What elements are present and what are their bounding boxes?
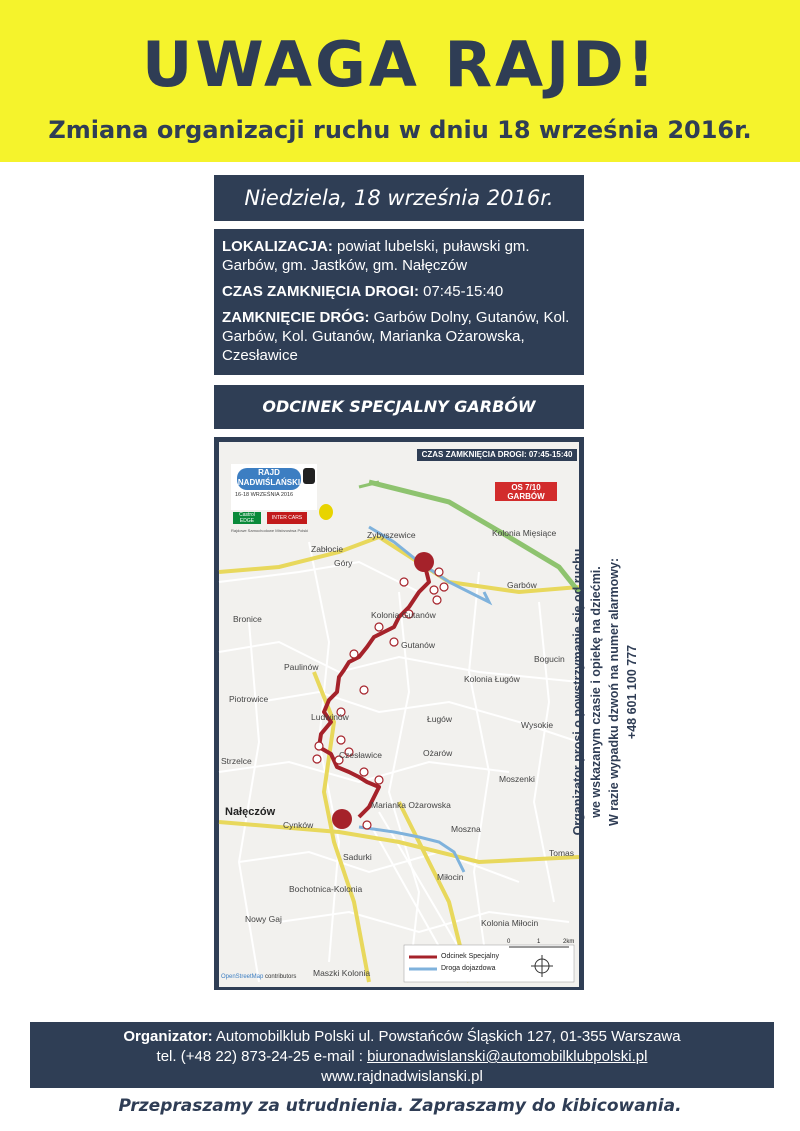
place-label: Bogucin [534, 654, 565, 664]
place-label: Maszki Kolonia [313, 968, 371, 978]
place-labels [219, 442, 579, 987]
stage-name: GARBÓW [507, 492, 545, 501]
place-label: Miłocin [437, 872, 464, 882]
place-label: Ożarów [423, 748, 453, 758]
side-note [571, 522, 662, 862]
place-label: Kolonia Miłocin [481, 918, 539, 928]
map-closure-header: CZAS ZAMKNIĘCIA DROGI: 07:45-15:40 [417, 449, 577, 461]
legend-special-stage: Odcinek Specjalny [441, 953, 499, 960]
place-label: Zabłocie [311, 544, 344, 554]
place-label: Kolonia Ługów [464, 674, 520, 684]
organizer-address: Automobilklub Polski ul. Powstańców Śląskich 127, 01-355 Warszawa [212, 1028, 681, 1045]
place-label: Góry [334, 558, 353, 568]
stage-number: OS 7/10 [511, 483, 541, 492]
scale-label-0: 0 [507, 939, 511, 945]
place-label: Garbów [507, 580, 537, 590]
page-title: UWAGA RAJD! [142, 28, 658, 101]
place-label: Wysokie [521, 720, 554, 730]
roads-label: ZAMKNIĘCIE DRÓG: [222, 309, 370, 326]
sponsor-castrol: Castrol EDGE [233, 512, 261, 524]
place-label: Moszna [451, 824, 481, 834]
place-label: Kolonia Mięsiące [492, 528, 557, 538]
location-info [222, 237, 576, 275]
sponsor-intercars: INTER CARS [267, 512, 307, 524]
legend-access-road: Droga dojazdowa [441, 965, 496, 972]
time-label: CZAS ZAMKNIĘCIA DROGI: [222, 283, 419, 300]
info-box [214, 229, 584, 375]
organizer-line [30, 1027, 774, 1047]
place-label: Nowy Gaj [245, 914, 282, 924]
scale-label-1: 1 [537, 939, 541, 945]
logo-line1: RAJD [258, 468, 280, 477]
organizer-box [30, 1022, 774, 1088]
time-value: 07:45-15:40 [418, 283, 504, 300]
date-box: Niedziela, 18 września 2016r. [214, 175, 584, 221]
side-note-line2: we wskazanym czasie i opiekę na dziećmi. [589, 566, 603, 818]
organizer-website-link[interactable]: www.rajdnadwislanski.pl [321, 1068, 483, 1085]
location-label: LOKALIZACJA: [222, 238, 333, 255]
section-title: ODCINEK SPECJALNY GARBÓW [214, 385, 584, 429]
place-label: Tomas [549, 848, 575, 858]
footer-message: Przepraszamy za utrudnienia. Zapraszamy do kibicowania. [118, 1096, 682, 1116]
place-label: Paulinów [284, 662, 319, 672]
sponsor-caption: Rajdowe Samochodowe Mistrzostwa Polski [231, 528, 309, 533]
place-label: Cynków [283, 820, 314, 830]
organizer-email-link[interactable]: biuronadwislanski@automobilklubpolski.pl [367, 1048, 648, 1065]
organizer-label: Organizator: [123, 1028, 213, 1045]
place-label: Bochotnica-Kolonia [289, 884, 363, 894]
side-note-line3: W razie wypadku dzwoń na numer alarmowy: [607, 557, 621, 827]
contact-line [30, 1047, 774, 1067]
time-info [222, 282, 576, 301]
place-label: Piotrowice [229, 694, 269, 704]
place-label: Moszenki [499, 774, 535, 784]
attribution-text: contributors [263, 974, 297, 980]
roads-info [222, 308, 576, 365]
place-label: Zybyszewice [367, 530, 416, 540]
route-map [219, 442, 579, 987]
place-label: Nałęczów [225, 806, 276, 818]
page-subtitle: Zmiana organizacji ruchu w dniu 18 września 2016r. [48, 116, 752, 144]
place-label: Gutanów [401, 640, 436, 650]
osm-link[interactable]: OpenStreetMap [221, 974, 264, 980]
emergency-number: +48 601 100 777 [625, 644, 639, 740]
side-note-line1: Organizator prosi o powstrzymanie się od ruchu [571, 548, 585, 836]
organizer-phone: tel. (+48 22) 873-24-25 e-mail : [156, 1048, 368, 1065]
place-label: Ludwinów [311, 712, 349, 722]
place-label: Kolonia Gutanów [371, 610, 436, 620]
place-label: Bronice [233, 614, 262, 624]
logo-dates: 16-18 WRZEŚNIA 2016 [235, 492, 294, 498]
place-label: Strzelce [221, 756, 252, 766]
map-attribution [221, 974, 296, 980]
roads-value: Garbów Dolny, Gutanów, Kol. Garbów, Kol. Gutanów, Marianka Ożarowska, Czesławice [222, 309, 570, 364]
place-label: Ługów [427, 714, 453, 724]
place-label: Marianka Ożarowska [371, 800, 451, 810]
place-label: Sadurki [343, 852, 372, 862]
logo-line2: NADWIŚLAŃSKI [237, 478, 301, 487]
place-label: Czesławice [339, 750, 382, 760]
scale-label-2: 2km [563, 939, 575, 945]
location-value: powiat lubelski, puławski gm. Garbów, gm. Jastków, gm. Nałęczów [222, 238, 530, 274]
